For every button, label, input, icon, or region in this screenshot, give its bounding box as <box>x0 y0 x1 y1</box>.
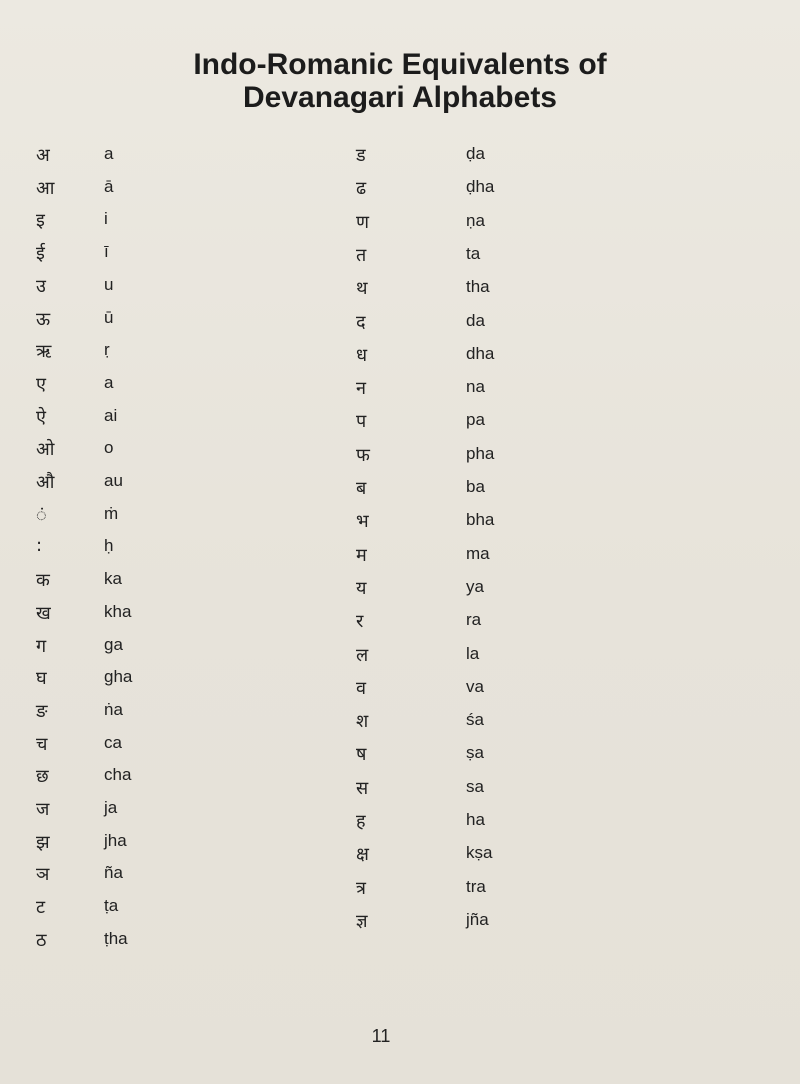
roman-equivalent: au <box>104 471 123 490</box>
devanagari-letter: ल <box>356 644 369 666</box>
roman-equivalent: ṭa <box>104 896 119 916</box>
roman-equivalent: gha <box>104 667 133 687</box>
roman-equivalent: sa <box>466 776 484 796</box>
devanagari-letter: अ <box>36 145 50 166</box>
roman-equivalent: ā <box>104 176 114 196</box>
page-title-line-2: Devanagari Alphabets <box>243 81 557 114</box>
roman-equivalent: cha <box>104 765 132 785</box>
devanagari-letter: श <box>356 711 369 733</box>
roman-equivalent: ṇa <box>466 210 485 230</box>
roman-equivalent: ga <box>104 634 123 654</box>
devanagari-letter: ह <box>356 811 366 832</box>
devanagari-letter: ट <box>36 897 46 919</box>
devanagari-letter: म <box>356 544 367 566</box>
devanagari-letter: इ <box>36 210 45 232</box>
devanagari-letter: ड <box>356 145 366 166</box>
roman-equivalent: ya <box>466 576 484 596</box>
roman-equivalent: jha <box>104 830 127 850</box>
roman-equivalent: dha <box>466 343 495 363</box>
roman-equivalent: u <box>104 274 114 294</box>
devanagari-letter: ठ <box>36 929 47 951</box>
roman-equivalent: ra <box>466 610 482 630</box>
devanagari-letter: ओ <box>36 439 55 461</box>
devanagari-letter: ष <box>356 744 367 766</box>
devanagari-letter: ज <box>36 799 50 820</box>
roman-equivalent: na <box>466 377 485 397</box>
roman-equivalent: ḍha <box>466 177 495 197</box>
roman-equivalent: ha <box>466 810 485 829</box>
roman-equivalent: i <box>104 209 108 229</box>
devanagari-letter: ध <box>356 344 368 366</box>
devanagari-letter: भ <box>356 511 369 533</box>
devanagari-letter: ण <box>356 211 370 233</box>
devanagari-letter: घ <box>36 668 47 690</box>
devanagari-letter: स <box>356 777 369 799</box>
devanagari-letter: प <box>356 411 367 433</box>
devanagari-letter: च <box>36 733 48 755</box>
roman-equivalent: ṅa <box>104 699 123 719</box>
devanagari-letter: न <box>356 378 366 400</box>
devanagari-letter: छ <box>36 766 49 788</box>
roman-equivalent: da <box>466 310 485 330</box>
devanagari-letter: ं <box>36 504 47 526</box>
devanagari-letter: फ <box>356 444 370 466</box>
roman-equivalent: ṛ <box>104 340 110 360</box>
devanagari-letter: औ <box>36 472 55 493</box>
roman-equivalent: ca <box>104 732 122 752</box>
devanagari-letter: उ <box>36 275 46 297</box>
devanagari-letter: ज्ञ <box>356 910 368 932</box>
devanagari-letter: ई <box>36 243 45 265</box>
roman-equivalent: a <box>104 144 114 163</box>
devanagari-letter: ऋ <box>36 341 52 363</box>
roman-equivalent: śa <box>466 710 484 730</box>
devanagari-letter: त्र <box>356 877 366 899</box>
devanagari-letter: र <box>356 611 364 633</box>
roman-equivalent: pha <box>466 443 495 463</box>
roman-equivalent: o <box>104 438 114 458</box>
roman-equivalent: ja <box>104 798 118 817</box>
devanagari-letter: क्ष <box>356 844 369 866</box>
devanagari-letter: थ <box>356 278 368 300</box>
roman-equivalent: ṁ <box>104 503 119 523</box>
roman-equivalent: tra <box>466 876 486 896</box>
devanagari-letter: द <box>356 311 366 333</box>
roman-equivalent: ḥ <box>104 536 114 556</box>
roman-equivalent: va <box>466 676 484 696</box>
roman-equivalent: kha <box>104 601 132 621</box>
roman-equivalent: jña <box>466 909 489 929</box>
devanagari-letter: ब <box>356 478 367 499</box>
roman-equivalent: ḍa <box>466 144 485 163</box>
devanagari-letter: ख <box>36 602 51 624</box>
roman-equivalent: ma <box>466 543 490 563</box>
roman-equivalent: bha <box>466 510 495 530</box>
page-title-line-1: Indo-Romanic Equivalents of <box>193 48 607 81</box>
devanagari-letter: य <box>356 577 367 599</box>
devanagari-letter: ग <box>36 635 47 657</box>
roman-equivalent: ba <box>466 477 485 496</box>
roman-equivalent: ī <box>104 242 109 262</box>
roman-equivalent: pa <box>466 410 485 430</box>
devanagari-letter: ढ <box>356 178 367 200</box>
roman-equivalent: ta <box>466 243 481 263</box>
devanagari-letter: ए <box>36 373 46 395</box>
roman-equivalent: ṭha <box>104 928 128 948</box>
roman-equivalent: ū <box>104 307 114 327</box>
roman-equivalent: ṣa <box>466 743 484 763</box>
page-number: 11 <box>371 1026 391 1046</box>
roman-equivalent: tha <box>466 277 490 297</box>
devanagari-letter: ऐ <box>36 406 46 428</box>
devanagari-letter: त <box>356 244 367 266</box>
devanagari-letter: ऊ <box>36 308 51 330</box>
devanagari-letter: व <box>356 677 367 699</box>
devanagari-letter: : <box>36 535 43 557</box>
roman-equivalent: ña <box>104 863 123 883</box>
roman-equivalent: a <box>104 372 114 392</box>
devanagari-letter: आ <box>36 177 55 199</box>
roman-equivalent: la <box>466 643 480 663</box>
roman-equivalent: ka <box>104 569 122 589</box>
roman-equivalent: kṣa <box>466 843 493 863</box>
devanagari-letter: ञ <box>36 864 50 886</box>
roman-equivalent: ai <box>104 405 118 425</box>
devanagari-letter: ङ <box>36 700 48 722</box>
devanagari-letter: क <box>36 570 50 592</box>
devanagari-letter: झ <box>36 831 50 853</box>
